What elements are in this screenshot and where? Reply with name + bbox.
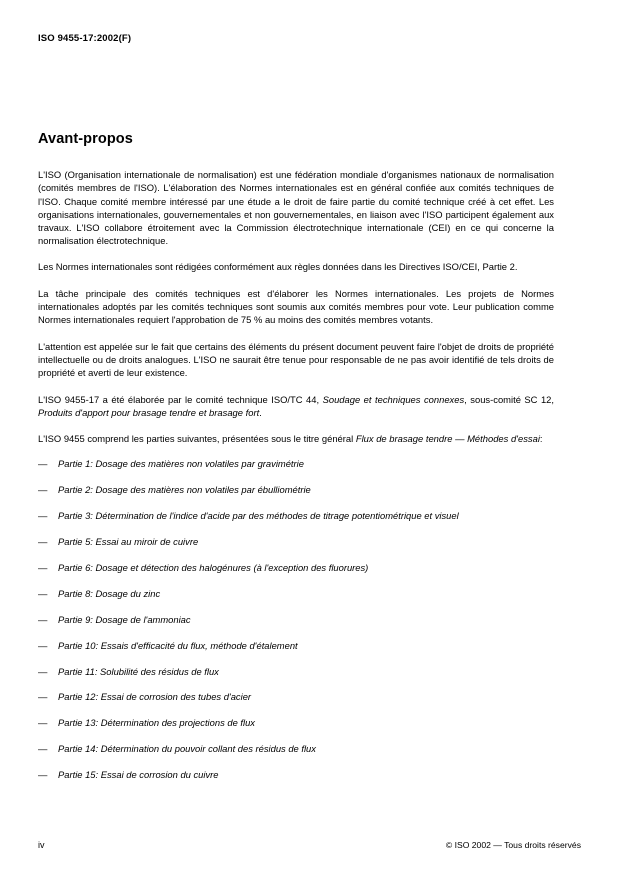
subcommittee-title: Produits d'apport pour brasage tendre et brasage fort [38,406,260,418]
paragraph-foreword-3 [38,287,554,326]
technical-committee-title: Soudage et techniques connexes [322,393,465,405]
list-item [38,716,554,729]
list-item-label: Partie 15: Essai de corrosion du cuivre [58,769,219,781]
list-item [38,587,554,600]
paragraph-text: Les Normes internationales sont rédigées conformément aux règles données dans les Directives ISO/CEI, Partie 2. [38,261,518,273]
list-item [38,535,554,548]
list-item-label: Partie 2: Dosage des matières non volatiles par ébulliométrie [58,484,311,496]
subcommittee-intro-text: , sous-comité SC 12, [464,393,555,405]
list-item [38,483,554,496]
paragraph-committee [38,393,554,419]
committee-intro-text: L'ISO 9455-17 a été élaborée par le comité technique ISO/TC 44, [38,393,323,405]
running-header: ISO 9455-17:2002(F) [38,33,132,44]
em-dash-bullet-icon: — [38,743,48,755]
paragraph-text: L'attention est appelée sur le fait que certains des éléments du présent document peuvent faire l'objet de droits de propriété intellectuelle ou de droits analogues. L'ISO ne saurait être tenue pour responsable de ne pas avoir identifié de tels droits de propriété et averti de leur existence. [38,340,554,379]
list-item [38,613,554,626]
em-dash-bullet-icon: — [38,587,48,599]
em-dash-bullet-icon: — [38,484,48,496]
list-item [38,457,554,470]
list-item-label: Partie 1: Dosage des matières non volatiles par gravimétrie [58,458,304,470]
page-footer [38,840,581,850]
paragraph-text: La tâche principale des comités techniques est d'élaborer les Normes internationales. Les projets de Normes internationales adoptés par les comités techniques sont soumis aux comités membres pour vote. Leur publication comme Normes internationales requiert l'approbation de 75 % au moins des comités membres votants. [38,288,554,326]
parts-list [38,457,554,781]
list-item-label: Partie 9: Dosage de l'ammoniac [58,613,191,625]
list-item-label: Partie 12: Essai de corrosion des tubes d'acier [58,691,252,703]
list-item-label: Partie 6: Dosage et détection des halogénures (à l'exception des fluorures) [58,561,369,573]
list-item-label: Partie 5: Essai au miroir de cuivre [58,536,199,548]
paragraph-foreword-4 [38,340,554,379]
committee-end-punctuation: . [259,406,262,418]
copyright-notice: © ISO 2002 — Tous droits réservés [445,840,581,850]
paragraph-parts-intro [38,432,554,445]
page-content [38,131,554,794]
em-dash-bullet-icon: — [38,665,48,677]
paragraph-foreword-2 [38,260,554,273]
em-dash-bullet-icon: — [38,717,48,729]
list-item [38,768,554,781]
em-dash-bullet-icon: — [38,639,48,651]
list-item-label: Partie 3: Détermination de l'indice d'acide par des méthodes de titrage potentiométrique et visuel [58,510,459,522]
list-item-label: Partie 13: Détermination des projections de flux [58,717,255,729]
list-item [38,509,554,522]
em-dash-bullet-icon: — [38,769,48,781]
list-item-label: Partie 11: Solubilité des résidus de flux [58,665,219,677]
page-number: iv [38,840,45,850]
em-dash-bullet-icon: — [38,561,48,573]
em-dash-bullet-icon: — [38,536,48,548]
page-title: Avant-propos [38,131,133,147]
list-item [38,690,554,703]
paragraph-foreword-1 [38,168,554,247]
em-dash-bullet-icon: — [38,458,48,470]
em-dash-bullet-icon: — [38,613,48,625]
list-item [38,742,554,755]
em-dash-bullet-icon: — [38,691,48,703]
general-title: Flux de brasage tendre — Méthodes d'essai [355,433,540,445]
list-item [38,639,554,652]
list-item [38,561,554,574]
em-dash-bullet-icon: — [38,510,48,522]
parts-intro-colon: : [539,433,543,445]
paragraph-text: L'ISO (Organisation internationale de normalisation) est une fédération mondiale d'organismes nationaux de normalisation (comités membres de l'ISO). L'élaboration des Normes internationales est en général confiée aux comités techniques de l'ISO. Chaque comité membre intéressé par une étude a le droit de faire partie du comité technique créé à cet effet. Les organisations internationales, gouvernementales et non gouvernementales, en liaison avec l'ISO participent également aux travaux. L'ISO collabore étroitement avec la Commission électrotechnique internationale (CEI) en ce qui concerne la normalisation électrotechnique. [38,169,554,246]
list-item-label: Partie 14: Détermination du pouvoir collant des résidus de flux [58,743,316,755]
list-item [38,665,554,678]
list-item-label: Partie 8: Dosage du zinc [58,587,161,599]
list-item-label: Partie 10: Essais d'efficacité du flux, méthode d'étalement [58,639,298,651]
parts-intro-text: L'ISO 9455 comprend les parties suivantes, présentées sous le titre général [38,433,356,445]
